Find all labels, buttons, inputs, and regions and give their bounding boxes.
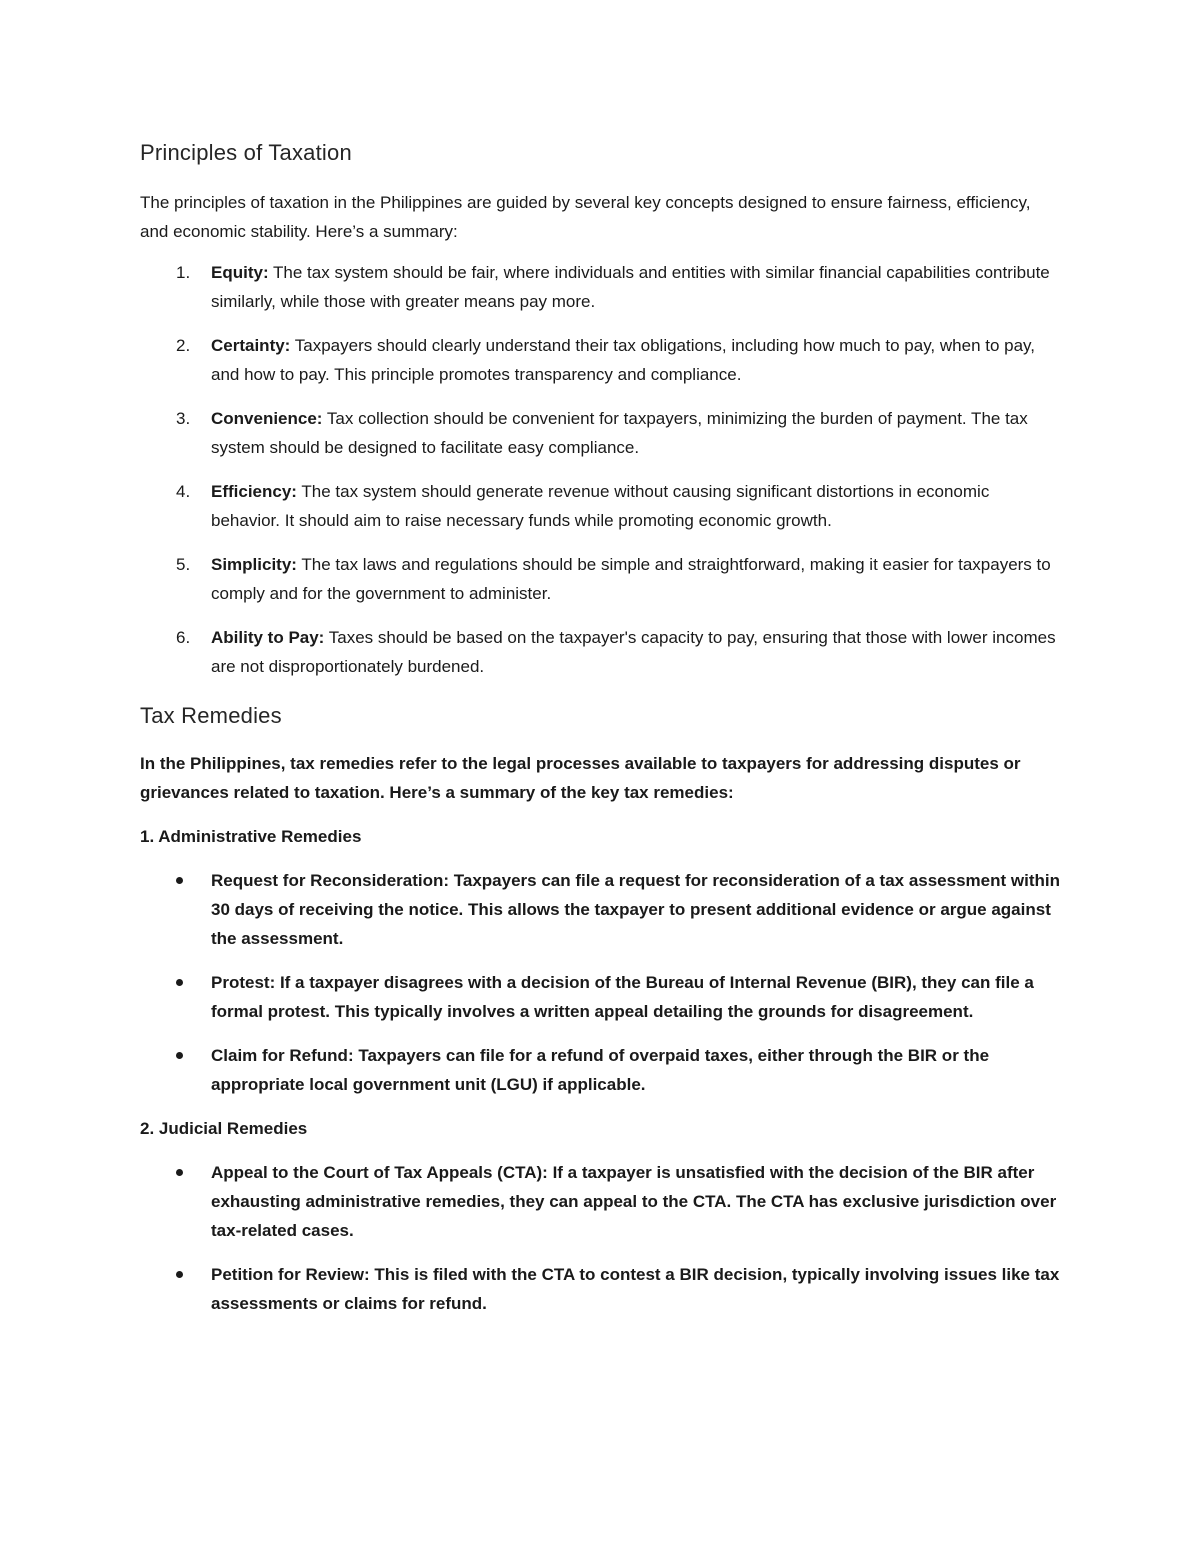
list-number: 1. bbox=[176, 263, 191, 282]
principle-item bbox=[140, 623, 1060, 681]
list-item bbox=[140, 1260, 1060, 1318]
document-page bbox=[140, 140, 1060, 1333]
list-item bbox=[140, 866, 1060, 953]
principle-item bbox=[140, 477, 1060, 535]
remedy-text: Appeal to the Court of Tax Appeals (CTA): If a taxpayer is unsatisfied with the decision of the BIR after exhausting administrative remedies, they can appeal to the CTA. The CTA has exclusive jurisdiction over tax-related cases. bbox=[211, 1163, 1057, 1240]
remedy-text: Protest: If a taxpayer disagrees with a decision of the Bureau of Internal Revenue (BIR), they can file a formal protest. This typically involves a written appeal detailing the grounds for disagreement. bbox=[211, 973, 1034, 1021]
principle-text: Taxes should be based on the taxpayer's capacity to pay, ensuring that those with lower incomes are not disproportionately burdened. bbox=[211, 628, 1056, 676]
principle-item bbox=[140, 404, 1060, 462]
list-item bbox=[140, 1158, 1060, 1245]
bullet-icon bbox=[176, 1169, 183, 1176]
list-number: 4. bbox=[176, 482, 191, 501]
list-number: 3. bbox=[176, 409, 191, 428]
bullet-icon bbox=[176, 979, 183, 986]
principle-term: Simplicity: bbox=[211, 555, 297, 574]
principle-term: Certainty: bbox=[211, 336, 291, 355]
principle-term: Equity: bbox=[211, 263, 269, 282]
remedies-intro: In the Philippines, tax remedies refer to the legal processes available to taxpayers for addressing disputes or grievances related to taxation. Here’s a summary of the key tax remedies: bbox=[140, 754, 1021, 802]
list-number: 2. bbox=[176, 336, 191, 355]
principles-heading: Principles of Taxation bbox=[140, 140, 352, 165]
principle-text: The tax system should generate revenue without causing significant distortions in economic behavior. It should aim to raise necessary funds while promoting economic growth. bbox=[211, 482, 990, 530]
list-number: 5. bbox=[176, 555, 191, 574]
principles-intro: The principles of taxation in the Philippines are guided by several key concepts designed to ensure fairness, efficiency, and economic stability. Here’s a summary: bbox=[140, 193, 1031, 241]
bullet-icon bbox=[176, 1052, 183, 1059]
remedy-text: Claim for Refund: Taxpayers can file for a refund of overpaid taxes, either through the BIR or the appropriate local government unit (LGU) if applicable. bbox=[211, 1046, 990, 1094]
principle-term: Convenience: bbox=[211, 409, 323, 428]
principle-term: Ability to Pay: bbox=[211, 628, 325, 647]
list-item bbox=[140, 968, 1060, 1026]
principle-item bbox=[140, 550, 1060, 608]
principle-text: Taxpayers should clearly understand their tax obligations, including how much to pay, when to pay, and how to pay. This principle promotes transparency and compliance. bbox=[211, 336, 1036, 384]
bullet-icon bbox=[176, 877, 183, 884]
principle-term: Efficiency: bbox=[211, 482, 297, 501]
principle-text: The tax system should be fair, where individuals and entities with similar financial capabilities contribute similarly, while those with greater means pay more. bbox=[211, 263, 1050, 311]
list-item bbox=[140, 1041, 1060, 1099]
judicial-remedies-list bbox=[140, 1158, 1060, 1318]
principles-list bbox=[140, 258, 1060, 681]
principle-item bbox=[140, 331, 1060, 389]
list-number: 6. bbox=[176, 628, 191, 647]
principle-item bbox=[140, 258, 1060, 316]
principle-text: The tax laws and regulations should be simple and straightforward, making it easier for taxpayers to comply and for the government to administer. bbox=[211, 555, 1051, 603]
remedy-text: Request for Reconsideration: Taxpayers can file a request for reconsideration of a tax assessment within 30 days of receiving the notice. This allows the taxpayer to present additional evidence or argue against the assessment. bbox=[211, 871, 1060, 948]
administrative-remedies-heading: 1. Administrative Remedies bbox=[140, 827, 362, 846]
judicial-remedies-heading: 2. Judicial Remedies bbox=[140, 1119, 308, 1138]
remedy-text: Petition for Review: This is filed with the CTA to contest a BIR decision, typically involving issues like tax assessments or claims for refund. bbox=[211, 1265, 1060, 1313]
administrative-remedies-list bbox=[140, 866, 1060, 1099]
principle-text: Tax collection should be convenient for taxpayers, minimizing the burden of payment. The tax system should be designed to facilitate easy compliance. bbox=[211, 409, 1028, 457]
bullet-icon bbox=[176, 1271, 183, 1278]
remedies-heading: Tax Remedies bbox=[140, 703, 282, 728]
